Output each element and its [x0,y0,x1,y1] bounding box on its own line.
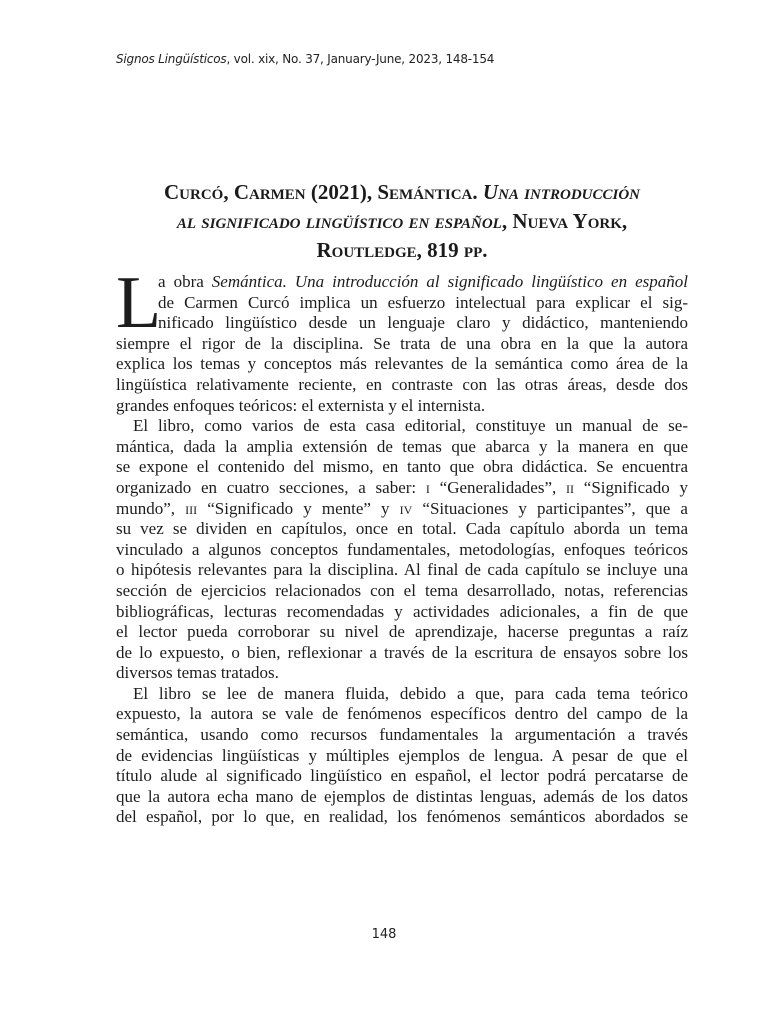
section-numeral: iv [399,498,413,518]
text-span: “Significado y mente” y [197,498,400,518]
text-line: El libro, como varios de esta casa editorial, constituye un manual de se- [133,416,688,436]
text-line: diversos temas tratados. [116,663,279,683]
text-line: de lo expuesto, o bien, reflexionar a través de la escritura de ensayos sobre los [116,642,688,662]
text-line [116,272,688,293]
text-line: de evidencias lingüísticas y múltiples ejemplos de lengua. A pesar de que el [116,745,688,765]
title-subtitle-b: al significado lingüístico en español [176,209,502,233]
text-line: expuesto, la autora se vale de fenómenos específicos dentro del campo de la [116,704,688,724]
title-line-1 [116,178,688,207]
text-span: a obra [158,272,212,291]
title-place: , Nueva York, [501,209,628,233]
text-line: nificado lingüístico desde un lenguaje claro y didáctico, manteniendo [158,313,688,333]
text-line: se expone el contenido del mismo, en tanto que obra didáctica. Se encuentra [116,457,688,477]
text-line: lingüística relativamente reciente, en contraste con las otras áreas, desde dos [116,374,688,394]
section-numeral: iii [185,498,198,518]
text-line [116,478,688,499]
book-title-italic: Semántica. Una introducción al significado lingüístico en español [211,272,688,291]
text-line: de Carmen Curcó implica un esfuerzo intelectual para explicar el sig- [158,292,688,312]
text-line [116,499,688,520]
text-line: título alude al significado lingüístico en español, el lector podrá percatarse de [116,766,688,786]
section-numeral: ii [566,477,575,497]
text-line: vinculado a algunos conceptos fundamentales, metodologías, enfoques teóricos [116,539,688,559]
text-line: el lector pueda corroborar su nivel de aprendizaje, hacerse preguntas a raíz [116,622,688,642]
text-line: semántica, usando como recursos fundamentales la argumentación a través [116,725,688,745]
journal-name: Signos Lingüísticos [116,52,227,66]
text-span: organizado en cuatro secciones, a saber: [116,477,426,497]
text-line: sección de ejercicios relacionados con el tema desarrollado, notas, referencias [116,580,688,600]
text-span: “Significado y [574,477,688,497]
title-author-work: Curcó, Carmen (2021), Semántica. [163,180,483,204]
text-line: explica los temas y conceptos más relevantes de la semántica como área de la [116,354,688,374]
text-line: que la autora echa mano de ejemplos de distintas lenguas, además de los datos [116,786,688,806]
text-line: grandes enfoques teóricos: el externista y el internista. [116,395,486,415]
text-line: siempre el rigor de la disciplina. Se trata de una obra en la que la autora [116,333,688,353]
title-line-2 [116,207,688,236]
running-head [116,52,494,66]
review-title [116,178,688,265]
text-span: “Situaciones y participantes”, que a [412,498,688,518]
drop-cap: L [116,262,162,344]
review-body [116,262,688,828]
page-number: 148 [371,927,397,942]
text-span: mundo”, [116,498,186,518]
title-subtitle-a: Una introducción [482,180,641,204]
text-line: del español, por lo que, en realidad, los fenómenos semánticos abordados se [116,807,688,827]
citation: , vol. xix, No. 37, January-June, 2023, 148-154 [226,52,495,66]
title-line-3: Routledge, 819 pp. [316,238,488,262]
text-line: bibliográficas, lecturas recomendadas y actividades adicionales, a fin de que [116,601,688,621]
text-span: “Generalidades”, [429,477,567,497]
text-line: o hipótesis relevantes para la disciplina. Al final de cada capítulo se incluye una [116,560,688,580]
section-numeral: i [425,477,430,497]
text-line: su vez se dividen en capítulos, once en total. Cada capítulo aborda un tema [116,519,688,539]
text-line: mántica, dada la amplia extensión de temas que abarca y la manera en que [116,436,688,456]
text-line: El libro se lee de manera fluida, debido a que, para cada tema teórico [133,683,688,703]
